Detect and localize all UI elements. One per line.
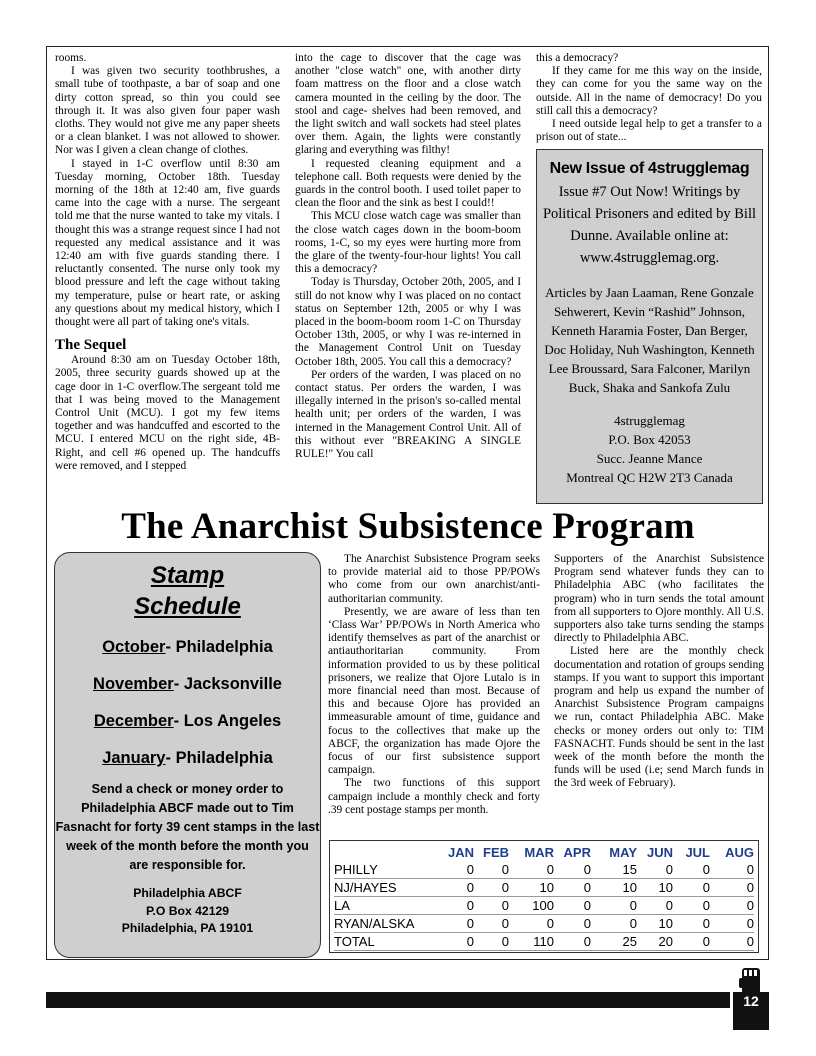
table-cell: 0 <box>438 897 474 915</box>
column-header: AUG <box>725 845 754 860</box>
address-line: Philadelphia, PA 19101 <box>121 921 254 935</box>
table-cell: 25 <box>591 933 637 951</box>
paragraph: I need outside legal help to get a transfer to a prison out of state... <box>536 118 762 144</box>
table-cell: 15 <box>591 861 637 879</box>
paragraph: Today is Thursday, October 20th, 2005, and I still do not know why I was placed on no contact status on September 12th, 2005 or why I was placed in the boom-boom room 1-C on Thursday October 13th, 2005, or why I was re-interned in the Management Control Unit on Tuesday October 18th, 2005. You call this a democracy? <box>295 276 521 368</box>
paragraph: I stayed in 1-C overflow until 8:30 am Tuesday morning, October 18th. Tuesday morning of the 18th at 12:40 am, five guards came into the cage with a nurse. The sergeant told me that the nurse wanted to take my vitals. I thought this was a strange request since I had not requested any medical assistance and it was 12:40 am with five guards standing there. I reluctantly consented. The nurse only took my blood pressure and left the cage without taking my temperature, pulse or heart rate, or asking any questions about my medical history, which I thought were all part of taking one's vitals. <box>55 157 280 329</box>
month-name: November <box>93 675 174 693</box>
table-cell: 0 <box>554 915 591 933</box>
paragraph: The Anarchist Subsistence Program seeks to provide material aid to those PP/POWs who come from our own anarchist/anti-authoritarian community. <box>328 553 540 605</box>
magazine-ad-articles: Articles by Jaan Laaman, Rene Gonzale Sehwerert, Kevin “Rashid” Johnson, Kenneth Haramia Foster, Dan Berger, Doc Holiday, Nuh Washington, Kenneth Lee Broussard, Sara Falconer, Marilyn Buck, Shaka and Sankofa Zulu <box>544 285 755 395</box>
table-cell: 0 <box>591 897 637 915</box>
table-cell: 10 <box>509 879 554 897</box>
table-cell: 0 <box>474 879 509 897</box>
column-header: MAR <box>524 845 554 860</box>
row-label: NJ/HAYES <box>334 879 438 897</box>
table-cell: 0 <box>438 915 474 933</box>
row-label: TOTAL <box>334 933 438 951</box>
table-cell: 0 <box>710 915 754 933</box>
table-cell: 0 <box>438 879 474 897</box>
paragraph: Supporters of the Anarchist Subsistence Program send whatever funds they can to Philadelphia ABC (who facilitates the program) who in turn sends the total amount from all supporters to Ojore monthly. All U.S. supporters also take turns sending the stamps directly to Philadelphia ABC. <box>554 553 764 645</box>
table-cell: 0 <box>554 879 591 897</box>
column-header <box>334 844 438 861</box>
paragraph: This MCU close watch cage was smaller than the close watch cages down in the boom-boom rooms, 1-C, so my eyes were hurting more from the glare of the twenty-four-hour lights! You call this a democracy? <box>295 210 521 276</box>
article-column-3 <box>536 52 762 144</box>
table-row <box>334 933 754 951</box>
paragraph: Per orders of the warden, I was placed on no contact status. Per orders the warden, I was illegally interned in the prison's so-called mental health unit; per orders of the warden, I was interned in the Management Control Unit. All of this without ever "BREAKING A SINGLE RULE!" You call <box>295 368 521 461</box>
table-cell: 0 <box>710 897 754 915</box>
row-label: LA <box>334 897 438 915</box>
month-name: January <box>102 749 166 767</box>
paragraph: Presently, we are aware of less than ten ‘Class War’ PP/POWs in North America who identify themselves as part of the anarchist or antiauthoritarian community. From information provided to us by these political prisoners, we realize that Ojore Lutalo is in more financial need than most. Because of this and because Ojore has provided an immeasurable amount of time, guidance and focus to the collectives that make up the ABCF, the organization has made Ojore the focus of our first subsistence support campaign. <box>328 605 540 777</box>
stamp-address <box>55 885 320 938</box>
table-cell: 0 <box>710 879 754 897</box>
magazine-ad-title: New Issue of 4strugglemag <box>549 160 750 177</box>
table-cell: 20 <box>637 933 673 951</box>
schedule-month-row <box>55 635 320 659</box>
table-cell: 0 <box>710 861 754 879</box>
paragraph: If they came for me this way on the inside, they can come for you the same way on the outside. All in the name of democracy! Do you still call this a democracy? <box>536 65 762 117</box>
page-number: 12 <box>743 993 759 1009</box>
stamp-schedule-box <box>54 552 321 958</box>
paragraph: I requested cleaning equipment and a telephone call. Both requests were denied by the guards in the control booth. I used toilet paper to clean the floor and the sink as best I could!! <box>295 157 521 210</box>
address-line: 4strugglemag <box>614 413 685 428</box>
table-cell: 0 <box>673 861 710 879</box>
title-line: Schedule <box>134 593 241 620</box>
paragraph: Listed here are the monthly check documentation and rotation of groups sending stamps. If you want to support this important program and help us expand the number of Anarchist Subsistence Program campaigns we run, contact Philadelphia ABC. Make checks or money orders out only to: TIM FASNACHT. Funds should be sent in the last week of the month before the month the funds will be used (i.e; send March funds in the 3rd week of February). <box>554 645 764 790</box>
program-column-1 <box>328 553 540 817</box>
city-name: - Jacksonville <box>173 675 282 693</box>
table-cell: 0 <box>673 897 710 915</box>
table-cell: 0 <box>673 879 710 897</box>
table-cell: 0 <box>554 897 591 915</box>
column-header: FEB <box>483 845 509 860</box>
table-cell: 0 <box>474 897 509 915</box>
table-cell: 0 <box>554 933 591 951</box>
article-column-1 <box>55 52 280 473</box>
paragraph: into the cage to discover that the cage was another "close watch" one, with another dirty foam mattress on the floor and a close watch camera mounted in the ceiling by the door. The stool and cage- shelves had been removed, and the light switch and wall sockets had steel plates over them. Again, the lights were constantly glaring and everything was filthy! <box>295 52 521 157</box>
table-cell: 10 <box>637 879 673 897</box>
table-cell: 0 <box>474 861 509 879</box>
table-cell: 10 <box>637 915 673 933</box>
column-header: JAN <box>447 845 474 860</box>
address-line: Montreal QC H2W 2T3 Canada <box>566 470 733 485</box>
table-cell: 0 <box>673 933 710 951</box>
table-cell: 0 <box>554 861 591 879</box>
city-name: - Philadelphia <box>165 638 273 656</box>
city-name: - Philadelphia <box>165 749 273 767</box>
table-cell: 0 <box>673 915 710 933</box>
paragraph: I was given two security toothbrushes, a small tube of toothpaste, a bar of soap and one dirty cotton spread, so thin you could see through it. It was also given four paper wash cloths. They would not give me any paper sheets or a clean blanket. I was not allowed to shower. Nor was I given a clean change of clothes. <box>55 65 280 157</box>
table-cell: 0 <box>637 861 673 879</box>
month-name: December <box>93 712 174 730</box>
column-header: MAY <box>609 845 637 860</box>
table-cell: 0 <box>474 915 509 933</box>
schedule-month-row <box>55 746 320 770</box>
magazine-ad-address <box>537 411 762 487</box>
table-header-row <box>334 844 754 861</box>
table-cell: 110 <box>509 933 554 951</box>
address-line: Philadelphia ABCF <box>133 886 242 900</box>
table-row <box>334 915 754 933</box>
table-cell: 0 <box>438 933 474 951</box>
table-row <box>334 897 754 915</box>
address-line: P.O Box 42129 <box>145 903 230 918</box>
schedule-month-row <box>55 709 320 733</box>
table-cell: 0 <box>509 915 554 933</box>
page-logo <box>733 966 769 1030</box>
schedule-month-row <box>55 672 320 696</box>
column-header: APR <box>563 845 591 860</box>
magazine-ad-intro: Issue #7 Out Now! Writings by Political Prisoners and edited by Bill Dunne. Available online at: www.4strugglemag.org. <box>542 184 757 266</box>
footer-bar <box>46 992 730 1008</box>
raised-fist-icon <box>733 966 769 1030</box>
table-cell: 10 <box>591 879 637 897</box>
title-line: Stamp <box>150 562 225 589</box>
column-header: JUL <box>685 845 710 860</box>
paragraph: Around 8:30 am on Tuesday October 18th, 2005, three security guards showed up at the cage door in 1-C overflow.The sergeant told me that I was being moved to the Management Control Unit (MCU). I got my few items together and was handcuffed and escorted to the MCU. I entered MCU on the right side, 4B-Right, and cell #6 opened up. The handcuffs were removed, and I stepped <box>55 354 280 472</box>
table-cell: 0 <box>710 933 754 951</box>
section-headline: The Anarchist Subsistence Program <box>121 506 695 547</box>
subheading: The Sequel <box>55 337 127 354</box>
address-line: P.O. Box 42053 <box>608 432 691 447</box>
table-cell: 0 <box>474 933 509 951</box>
table-cell: 0 <box>637 897 673 915</box>
address-line: Succ. Jeanne Mance <box>596 451 703 466</box>
paragraph: this a democracy? <box>536 52 619 64</box>
funds-table-box <box>329 840 759 953</box>
paragraph: The two functions of this support campaign include a monthly check and forty .39 cent postage stamps per month. <box>328 777 540 816</box>
paragraph: rooms. <box>55 52 87 64</box>
magazine-ad-box <box>536 149 763 504</box>
funds-table <box>334 844 754 951</box>
table-row <box>334 861 754 879</box>
stamp-instructions: Send a check or money order to Philadelphia ABCF made out to Tim Fasnacht for forty 39 cent stamps in the last week of the month before the month you are responsible for. <box>55 782 320 872</box>
city-name: - Los Angeles <box>173 712 282 730</box>
program-column-2 <box>554 553 764 791</box>
row-label: RYAN/ALSKA <box>334 915 438 933</box>
table-row <box>334 879 754 897</box>
table-cell: 0 <box>509 861 554 879</box>
table-cell: 0 <box>438 861 474 879</box>
stamp-schedule-title <box>55 560 320 622</box>
article-column-2 <box>295 52 521 461</box>
month-name: October <box>102 638 166 656</box>
table-cell: 0 <box>591 915 637 933</box>
table-cell: 100 <box>509 897 554 915</box>
column-header: JUN <box>646 845 673 860</box>
row-label: PHILLY <box>334 861 438 879</box>
